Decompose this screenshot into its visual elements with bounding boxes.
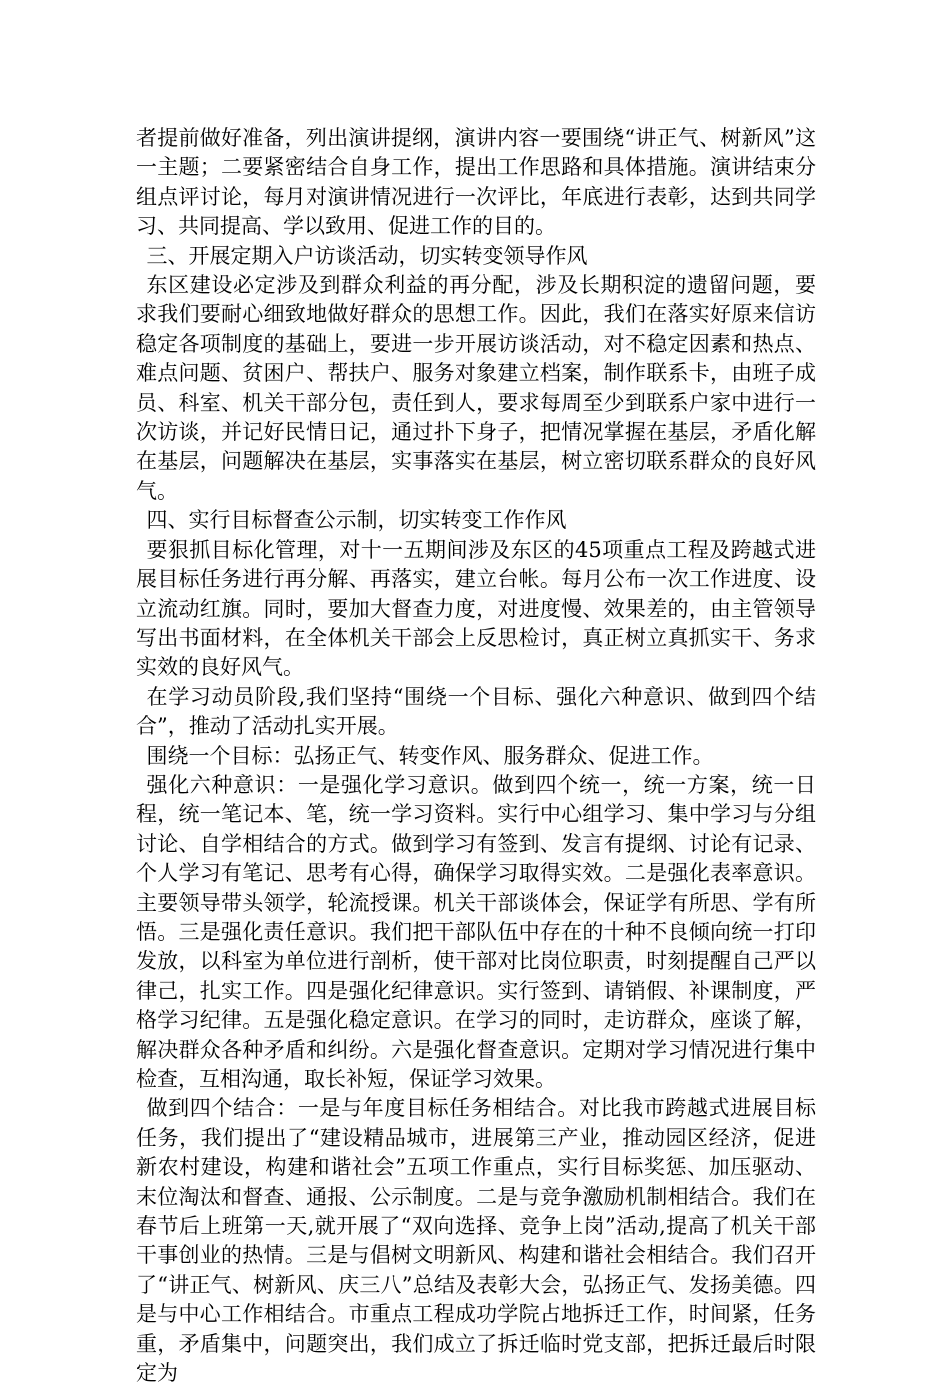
paragraph-home-visits: 东区建设必定涉及到群众利益的再分配，涉及长期积淀的遗留问题，要求我们要耐心细致地做好群众的思想工作。因此，我们在落实好原来信访稳定各项制度的基础上，要进一步开展访谈活动，对不稳定因素和热点、难点问题、贫困户、帮扶户、服务对象建立档案，制作联系卡，由班子成员、科室、机关干部分包，责任到人，要求每周至少到联系户家中进行一次访谈，并记好民情日记，通过扑下身子，把情况掌握在基层，矛盾化解在基层，问题解决在基层，实事落实在基层，树立密切联系群众的良好风气。	[136, 273, 816, 503]
section-heading-4: 四、实行目标督查公示制，切实转变工作作风	[146, 508, 567, 533]
paragraph-target-management: 要狠抓目标化管理，对十一五期间涉及东区的45项重点工程及跨越式进展目标任务进行再分解、再落实，建立台帐。每月公布一次工作进度、设立流动红旗。同时，要加大督查力度，对进度慢、效果差的，由主管领导写出书面材料，在全体机关干部会上反思检讨，真正树立真抓实干、务求实效的良好风气。	[136, 537, 816, 680]
section-heading-3: 三、开展定期入户访谈活动，切实转变领导作风	[146, 243, 588, 268]
paragraph-speech-plan: 者提前做好准备，列出演讲提纲，演讲内容一要围绕“讲正气、树新风”这一主题；二要紧密结合自身工作，提出工作思路和具体措施。演讲结束分组点评讨论，每月对演讲情况进行一次评比，年底进行表彰，达到共同学习、共同提高、学以致用、促进工作的目的。	[136, 126, 816, 239]
paragraph-study-stage: 在学习动员阶段,我们坚持“围绕一个目标、强化六种意识、做到四个结合”，推动了活动扎实开展。	[136, 684, 816, 739]
paragraph-six-awareness: 强化六种意识：一是强化学习意识。做到四个统一，统一方案，统一日程，统一笔记本、笔，统一学习资料。实行中心组学习、集中学习与分组讨论、自学相结合的方式。做到学习有签到、发言有提纲、讨论有记录、个人学习有笔记、思考有心得，确保学习取得实效。二是强化表率意识。主要领导带头领学，轮流授课。机关干部谈体会，保证学有所思、学有所悟。三是强化责任意识。我们把干部队伍中存在的十种不良倾向统一打印发放，以科室为单位进行剖析，使干部对比岗位职责，时刻提醒自己严以律己，扎实工作。四是强化纪律意识。实行签到、请销假、补课制度，严格学习纪律。五是强化稳定意识。在学习的同时，走访群众，座谈了解，解决群众各种矛盾和纠纷。六是强化督查意识。定期对学习情况进行集中检查，互相沟通，取长补短，保证学习效果。	[136, 772, 816, 1091]
paragraph-four-combinations: 做到四个结合：一是与年度目标任务相结合。对比我市跨越式进展目标任务，我们提出了“建设精品城市，进展第三产业，推动园区经济，促进新农村建设，构建和谐社会”五项工作重点，实行目标奖惩、加压驱动、末位淘汰和督查、通报、公示制度。二是与竞争激励机制相结合。我们在春节后上班第一天,就开展了“双向选择、竞争上岗”活动,提高了机关干部干事创业的热情。三是与倡树文明新风、构建和谐社会相结合。我们召开了“讲正气、树新风、庆三八”总结及表彰大会，弘扬正气、发扬美德。四是与中心工作相结合。市重点工程成功学院占地拆迁工作，时间紧，任务重，矛盾集中，问题突出，我们成立了拆迁临时党支部，把拆迁最后时限定为	[136, 1096, 816, 1386]
paragraph-one-goal: 围绕一个目标：弘扬正气、转变作风、服务群众、促进工作。	[146, 743, 714, 768]
document-body	[136, 124, 816, 1388]
